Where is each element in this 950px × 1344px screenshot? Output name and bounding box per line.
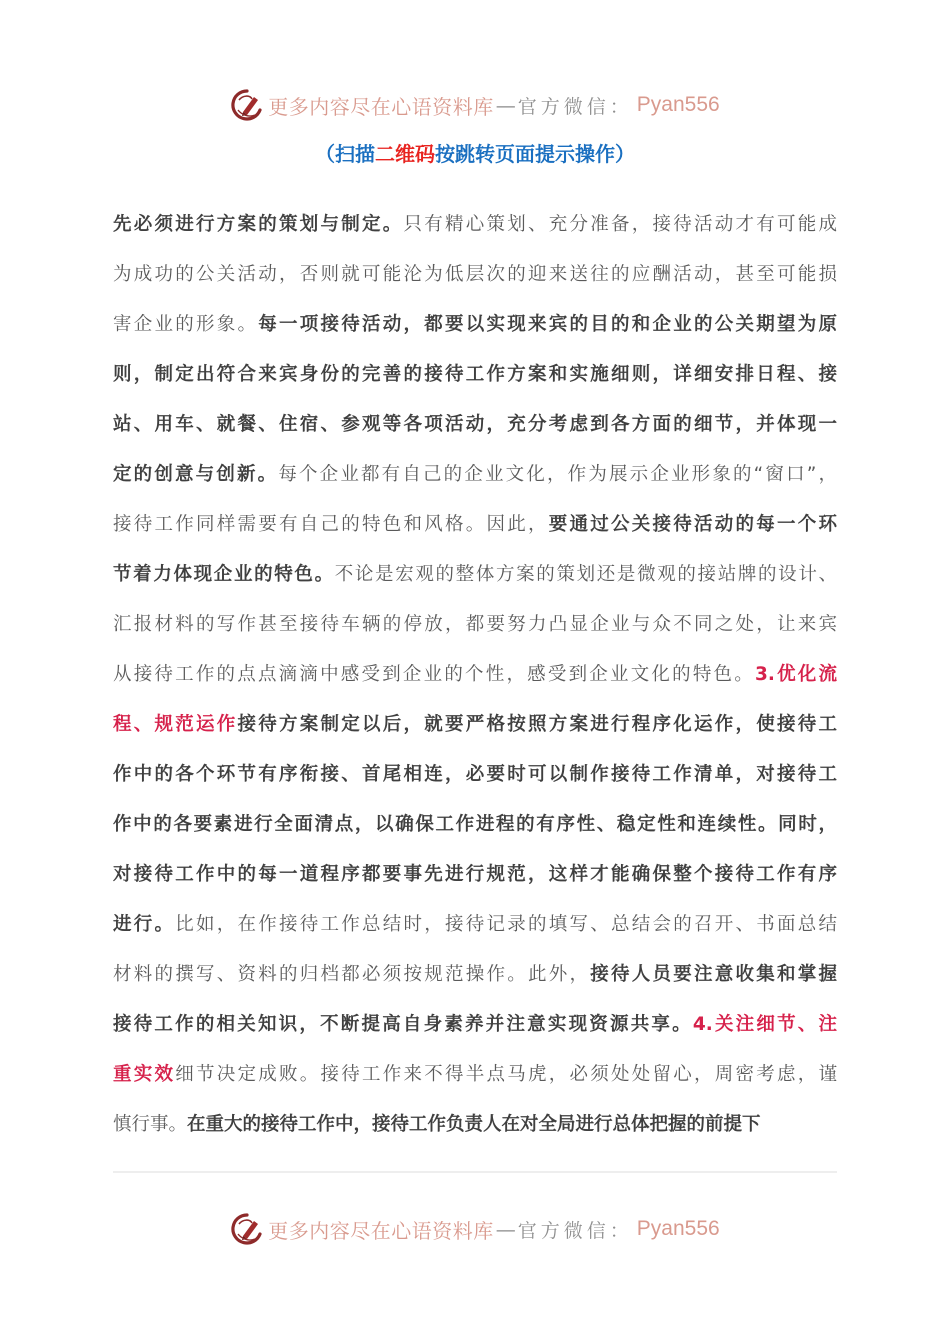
text-line (113, 1050, 837, 1100)
text-line (113, 350, 837, 400)
text-line (113, 800, 837, 850)
bold-text: 进行。 (113, 914, 176, 935)
text-line (113, 250, 837, 300)
section-heading-text: 程、规范运作 (113, 714, 238, 735)
text-line (113, 650, 837, 700)
document-body (113, 200, 837, 1150)
text-line (113, 300, 837, 350)
page-divider (113, 1171, 837, 1173)
section-heading-text: 4.关注细节、注 (692, 1014, 837, 1035)
bold-text: 接待方案制定以后，就要严格按照方案进行程序化运作，使接待工 (237, 714, 837, 735)
text-line (113, 200, 837, 250)
bold-text: 接待人员要注意收集和掌握 (590, 964, 837, 985)
site-name-text: 更多内容尽在心语资料库 (268, 94, 494, 119)
plain-text: 慎行事。 (113, 1114, 188, 1135)
text-line (113, 750, 837, 800)
bold-text: 定的创意与创新。 (113, 464, 279, 485)
bold-text: 接待工作的相关知识，不断提高自身素养并注意实现资源共享。 (113, 1014, 693, 1035)
plain-text: 汇报材料的写作甚至接待车辆的停放，都要努力凸显企业与众不同之处，让来宾 (113, 614, 837, 635)
bold-text: 节着力体现企业的特色。 (113, 564, 335, 585)
scan-qr-hint (0, 138, 950, 170)
plain-text: 只有精心策划、充分准备，接待活动才有可能成 (403, 214, 837, 235)
wechat-label: 官方微信： (517, 95, 633, 118)
text-line (113, 1000, 837, 1050)
scan-hint-rest: 按跳转页面提示操作） (435, 142, 635, 166)
bold-text: 每一项接待活动，都要以实现来宾的目的和企业的公关期望为原 (258, 314, 837, 335)
dash-separator: — (495, 93, 516, 117)
bold-text: 则，制定出符合来宾身份的完善的接待工作方案和实施细则，详细安排日程、接 (113, 364, 837, 385)
plain-text: 接待工作同样需要有自己的特色和风格。因此， (113, 514, 549, 535)
plain-text: 细节决定成败。接待工作来不得半点马虎，必须处处留心，周密考虑，谨 (175, 1064, 837, 1085)
text-line (113, 500, 837, 550)
scan-hint-open: （扫描 (315, 142, 375, 166)
header-banner (0, 84, 950, 126)
text-line (113, 850, 837, 900)
text-line (113, 400, 837, 450)
text-line (113, 900, 837, 950)
dash-separator: — (495, 1217, 516, 1241)
bold-text: 要通过公关接待活动的每一个环 (548, 514, 837, 535)
text-line (113, 1100, 837, 1150)
footer-banner (0, 1208, 950, 1250)
plain-text: 为成功的公关活动，否则就可能沦为低层次的迎来送往的应酬活动，甚至可能损 (113, 264, 837, 285)
text-line (113, 600, 837, 650)
wechat-id: Pyan556 (636, 93, 720, 116)
text-line (113, 700, 837, 750)
plain-text: 不论是宏观的整体方案的策划还是微观的接站牌的设计、 (334, 564, 837, 585)
text-line (113, 550, 837, 600)
pen-nib-circle-icon (230, 1212, 264, 1246)
bold-text: 在重大的接待工作中，接待工作负责人在对全局进行总体把握的前提下 (187, 1114, 761, 1135)
plain-text: 材料的撰写、资料的归档都必须按规范操作。此外， (113, 964, 591, 985)
plain-text: 害企业的形象。 (113, 314, 259, 335)
plain-text: 每个企业都有自己的企业文化，作为展示企业形象的“窗口”， (278, 464, 837, 485)
plain-text: 从接待工作的点点滴滴中感受到企业的个性，感受到企业文化的特色。 (113, 664, 755, 685)
bold-text: 先必须进行方案的策划与制定。 (113, 214, 404, 235)
pen-nib-circle-icon (230, 88, 264, 122)
bold-text: 站、用车、就餐、住宿、参观等各项活动，充分考虑到各方面的细节，并体现一 (113, 414, 837, 435)
wechat-id: Pyan556 (636, 1217, 720, 1240)
section-heading-text: 重实效 (113, 1064, 176, 1085)
plain-text: 比如，在作接待工作总结时，接待记录的填写、总结会的召开、书面总结 (175, 914, 837, 935)
text-line (113, 450, 837, 500)
bold-text: 作中的各要素进行全面清点，以确保工作进程的有序性、稳定性和连续性。同时， (113, 814, 837, 835)
text-line (113, 950, 837, 1000)
site-name-text: 更多内容尽在心语资料库 (268, 1218, 494, 1243)
bold-text: 作中的各个环节有序衔接、首尾相连，必要时可以制作接待工作清单，对接待工 (113, 764, 837, 785)
bold-text: 对接待工作中的每一道程序都要事先进行规范，这样才能确保整个接待工作有序 (113, 864, 837, 885)
scan-hint-qr: 二维码 (375, 142, 435, 166)
wechat-label: 官方微信： (517, 1219, 633, 1242)
section-heading-text: 3.优化流 (754, 664, 837, 685)
